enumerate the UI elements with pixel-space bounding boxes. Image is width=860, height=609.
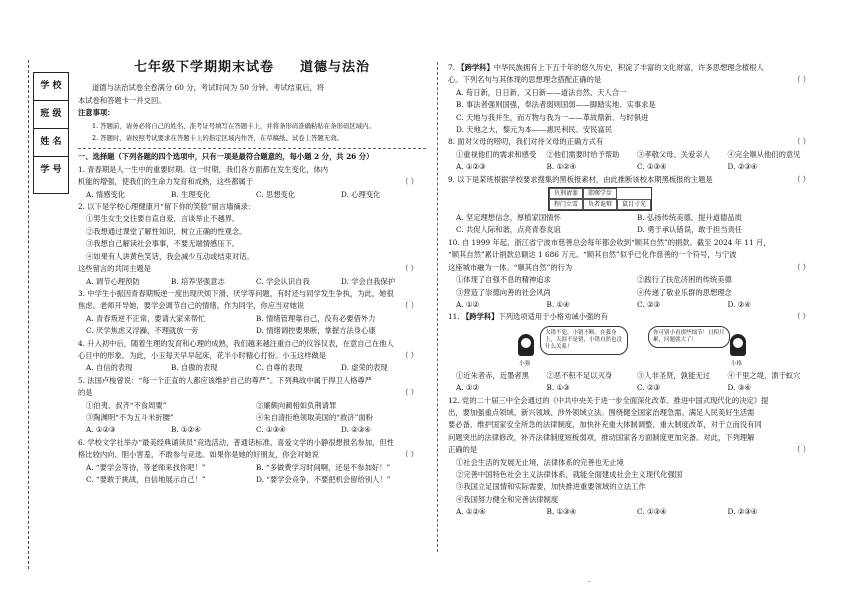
q3-options-row-1 <box>78 313 426 325</box>
q8-statement-3: ③孝敬父母、关爱亲人 <box>637 149 710 159</box>
q2-option-d[interactable]: D. 学会自我保护 <box>341 276 396 286</box>
q2-option-c[interactable]: C. 学会认识自我 <box>256 276 310 286</box>
q12-statement-2: ②完善中国特色社会主义法律体系，就能全面建成社会主义现代化强国 <box>456 469 683 479</box>
q2-answer-paren[interactable]: （ ） <box>401 264 418 274</box>
q2-statement-4: ④如果有人讲黄色笑话，我会减少互动或结束对话。 <box>86 251 254 261</box>
q4-answer-paren[interactable]: （ ） <box>401 350 418 360</box>
q9-options-row-2 <box>448 224 818 236</box>
q12-line-2: 出，要加强重点领域、新兴领域、涉外领域立法。围绕健全国家治理急需、满足人民美好生活需 <box>448 407 755 417</box>
q6-options-row-2 <box>78 474 426 486</box>
q12-option-c[interactable]: C. ①③④ <box>637 507 667 517</box>
q11-name-2: 小格 <box>731 360 743 367</box>
intro-line-2: 本试卷和答题卡一并交回。 <box>78 95 166 105</box>
q6-option-d[interactable]: D. “要学会竞争，不要把机会留给别人！” <box>256 475 391 484</box>
q5-statement-1: ①伯夷、叔齐“不食周粟” <box>86 400 167 410</box>
q10-line-3: 这座城市融为一体。“顺其自然”的行为 <box>448 262 573 272</box>
q5-statement-4: ④朱自清拒绝领取美国的“救济”面粉 <box>256 412 373 422</box>
q1-line-1: 1. 青春期是人一生中的重要时期。这一时期，我们各方面都在发生变化，体内 <box>78 164 329 174</box>
q8-statements <box>448 149 818 161</box>
q10-statements-row-2 <box>448 287 818 299</box>
q9-blackboard-table <box>548 187 652 211</box>
binding-line <box>28 60 29 569</box>
question-6 <box>78 437 426 487</box>
q12-option-b[interactable]: B. ①③④ <box>546 507 577 517</box>
right-column <box>448 62 818 519</box>
q12-line-3: 要必备、维护国家安全所急的法律制度，加快补充重大体制调整、重大制度改革，对于立而没有同 <box>448 420 762 430</box>
q10-statements-row-1 <box>448 274 818 286</box>
q4-option-b[interactable]: B. 自傲的表现 <box>171 363 218 373</box>
q3-option-c[interactable]: C. 厌学焦虑又浮躁，不理就放一旁 <box>86 326 199 336</box>
q6-option-a[interactable]: A. “要学会等待，等老师来找你吧！” <box>86 462 206 472</box>
q5-line-2: 的是 <box>78 388 93 398</box>
q1-line-2: 机能的增强，使我们的生命力发育和成熟，这些都属于 <box>78 177 254 187</box>
q6-answer-paren[interactable]: （ ） <box>401 450 418 460</box>
q8-statement-4: ④完全顺从他们的意见 <box>727 149 801 159</box>
q9-cell-2: 邯郸学步 <box>583 188 617 199</box>
q6-line-2: 格比较内向、胆小害羞，不敢参与竞选。如果你是她的好朋友，你会对她说 <box>78 450 319 460</box>
question-10 <box>448 237 818 311</box>
q8-statement-1: ①重视他们的需求和感受 <box>456 149 537 159</box>
q9-line-1: 9. 以下是某班根据学校要求搜集的黑板报素材，由此推断该校本期黑板报的主题是 <box>448 174 713 184</box>
q4-line-2: 心目中的形象。为此，小玉每天早早起床，花半小时精心打扮。小玉这样做是 <box>78 350 327 360</box>
q2-line-2: 这些留言的共同主题是 <box>78 264 151 274</box>
q12-options <box>448 506 818 518</box>
q9-cell-1: 负荆请罪 <box>549 188 583 199</box>
student-id-field[interactable] <box>33 179 69 194</box>
q11-cartoon <box>448 326 818 368</box>
intro-line-1: 道德与法治试卷全卷满分 60 分，考试时间为 50 分钟。考试结束后，将 <box>92 83 325 93</box>
q3-options-row-2 <box>78 325 426 337</box>
q2-line-1: 2. 以下是学校心理健康月“留下你的笑脸”留言墙摘录： <box>78 202 256 212</box>
question-12 <box>448 395 818 519</box>
q4-option-a[interactable]: A. 自信的表现 <box>86 363 133 373</box>
q7-option-b[interactable]: B. 事法者强则国强，奉法者弱则国弱——脚踏实地、实事求是 <box>456 100 656 110</box>
section-1-heading: 一、选择题（下列各题的四个选项中，只有一项是最符合题意的，每小题 2 分，共 26 分） <box>78 152 374 162</box>
q9-option-c[interactable]: C. 共促人际和谐，点亮青春友谊 <box>456 225 561 235</box>
q11-option-c[interactable]: C. ②③ <box>637 383 661 393</box>
q11-options <box>448 382 818 394</box>
q12-line-5: 正确的是 <box>448 445 478 455</box>
q6-options-row-1 <box>78 462 426 474</box>
q10-line-1: 10. 自 1999 年起，浙江省宁波市慈善总会每年都会收到“顺其自然”的捐款。截至 2024 年 11 月， <box>448 237 771 247</box>
q8-statement-2: ②他们需要时给予帮助 <box>546 149 620 159</box>
q11-option-a[interactable]: A. ①② <box>456 383 479 393</box>
q10-statement-3: ③营造了崇德向善的社会风尚 <box>456 287 551 297</box>
q11-name-1: 小强 <box>519 360 531 367</box>
q1-options <box>78 189 426 201</box>
q5-option-b[interactable]: B. ①②④ <box>171 425 201 435</box>
q5-answer-paren[interactable]: （ ） <box>401 388 418 398</box>
exam-title-text: 七年级下学期期末试卷 <box>133 60 274 75</box>
q2-option-b[interactable]: B. 培养坚强意志 <box>171 276 225 286</box>
q10-statement-4: ④传递了敬业乐群的思想理念 <box>637 287 732 297</box>
q11-bubble-1: 大错不犯，小错不断。在我身上，天涯不是错，小错自然也没什么关系！ <box>540 326 628 355</box>
q12-option-d[interactable]: D. ②③④ <box>727 507 758 517</box>
q8-options <box>448 161 818 173</box>
q9-answer-paren[interactable]: （ ） <box>793 174 810 184</box>
q9-cell-5: 鼠目寸光 <box>617 199 651 210</box>
q12-answer-paren[interactable]: （ ） <box>793 445 810 455</box>
q10-option-d[interactable]: D. ②④ <box>727 299 751 309</box>
student-id-label: 学 号 <box>33 156 69 180</box>
q5-statements-row-2 <box>78 412 426 424</box>
person-icon <box>730 334 746 356</box>
q3-line-1: 3. 中学生小振因青春期叛逆一度出现厌烦下滑、厌学等问题，有时还与同学发生争执，为此，她很 <box>78 288 394 298</box>
person-icon <box>518 334 534 356</box>
q11-bubble-2: 你可别小看那些细节！日积月累，问题就大了！ <box>648 326 730 348</box>
question-2 <box>78 201 426 288</box>
q10-option-b[interactable]: B. ①④ <box>546 299 570 309</box>
q5-options <box>78 424 426 436</box>
question-9 <box>448 174 818 237</box>
question-3 <box>78 288 426 338</box>
q2-statement-3: ③我想自己解读社会事事，不要无端情感压下。 <box>86 239 240 249</box>
q4-option-d[interactable]: D. 虚荣的表现 <box>341 363 388 373</box>
q5-option-c[interactable]: C. ①③④ <box>256 425 286 435</box>
q9-cell-3: 程门立雪 <box>549 199 583 210</box>
q10-statement-2: ②践行了扶危济困的传统美德 <box>637 275 732 285</box>
q12-option-a[interactable]: A. ①②④ <box>456 507 486 517</box>
q11-statement-1: ①近朱者赤，近墨者黑 <box>456 370 529 380</box>
q7-option-a[interactable]: A. 苟日新，日日新，又日新——道法自然、天人合一 <box>456 87 627 97</box>
q8-option-b[interactable]: B. ①②④ <box>546 162 577 172</box>
q8-option-c[interactable]: C. ①③④ <box>637 162 667 172</box>
q4-options <box>78 362 426 374</box>
q12-line-4: 问题突出的法律修改，补齐法律制度短板弱项，推动国家各方面制度更加完备。对此，下列理解 <box>448 432 755 442</box>
q4-option-c[interactable]: C. 自尊的表现 <box>256 363 303 373</box>
note-1: 1. 答题前，请务必将自己的姓名、准考证号填写在答题卡上，并将条形码准确粘贴在条形码区域内。 <box>92 121 375 130</box>
q11-tag: 【跨学科】 <box>461 312 499 322</box>
question-4 <box>78 338 426 375</box>
q9-option-b[interactable]: B. 弘扬传统美德，提升道德品质 <box>637 213 742 223</box>
q3-option-a[interactable]: A. 青春叛逆不正常，要请大家来帮忙 <box>86 313 206 323</box>
q6-line-1: 6. 学校文学社举办“最美经典诵读员”竞选活动，普通话标准、喜爱文学的小静很想报名参加，但性 <box>78 437 394 447</box>
q8-answer-paren[interactable]: （ ） <box>793 137 810 147</box>
q10-answer-paren[interactable]: （ ） <box>793 262 810 272</box>
q3-line-2: 焦虑。老师开导她，要学会调节自己的情绪。作为同学，你应当对她说 <box>78 301 305 311</box>
q11-answer-paren[interactable]: （ ） <box>793 312 810 322</box>
q11-statement-4: ④千里之堤，溃于蚁穴 <box>727 370 801 380</box>
q7-answer-paren[interactable]: （ ） <box>793 75 810 85</box>
q2-options <box>78 276 426 288</box>
exam-title <box>78 62 426 74</box>
note-2: 2. 答题时，请按照考试要求在答题卡上的指定区域内作答，在草稿纸、试卷上答题无效。 <box>92 134 343 143</box>
q5-statement-2: ②廉颇向蔺相如负荆请罪 <box>256 400 337 410</box>
q11-statement-2: ②恶不积不足以灭身 <box>546 370 613 380</box>
q8-option-d[interactable]: D. ②③④ <box>727 162 758 172</box>
q2-statement-1: ①男生女生交往要自直自爱，言谈举止不越界。 <box>86 214 240 224</box>
q11-line-1: 下列选项适用于小格劝诫小强的有 <box>498 312 608 322</box>
q4-line-1: 4. 升入初中后，随着生理的发育和心理的成熟，我们越来越注重自己的仪容仪表，在意自己在他人 <box>78 338 394 348</box>
notes-label: 注意事项： <box>78 108 115 118</box>
q7-line-2: 心。下列名句与其体现的思想理念搭配正确的是 <box>448 75 602 85</box>
q10-option-a[interactable]: A. ①② <box>456 299 479 309</box>
exam-subject: 道德与法治 <box>300 60 371 75</box>
q2-statement-2: ②我想通过课堂了解性知识，树立正确的性观念。 <box>86 226 247 236</box>
q11-option-b[interactable]: B. ①③ <box>546 383 570 393</box>
q8-line-1: 8. 面对父母的唠叨，我们对待父母的正确方式有 <box>448 137 604 147</box>
q1-answer-paren[interactable]: （ ） <box>401 177 418 187</box>
q10-statement-1: ①体现了自强不息的精神追求 <box>456 275 551 285</box>
q10-option-c[interactable]: C. ②③ <box>637 299 661 309</box>
question-8 <box>448 136 818 173</box>
q6-option-c[interactable]: C. “要敢于挑战，自信地展示自己！” <box>86 475 206 484</box>
q9-options-row-1 <box>448 212 818 224</box>
q1-option-d[interactable]: D. 心理变化 <box>341 189 381 199</box>
q6-option-b[interactable]: B. “多做费学习时间啊，还是不参加好！” <box>256 462 391 472</box>
q3-option-b[interactable]: B. 情绪管理靠自己，没有必要借外力 <box>256 313 376 323</box>
q5-statements-row-1 <box>78 400 426 412</box>
q9-cell-4: 负者诡辩 <box>583 199 617 210</box>
q12-statement-1: ①社会生活的发展无止境，法律体系的完善也无止境 <box>456 457 624 467</box>
q9-option-a[interactable]: A. 坚定理想信念，厚植家国情怀 <box>456 213 561 223</box>
q12-line-1: 12. 党的二十届三中全会通过的《中共中央关于进一步全面深化改革、推进中国式现代化的决定》提 <box>448 395 769 405</box>
question-7: 7. 【跨学科】中华民族拥有上下五千年的悠久历史，积淀了丰富的文化财富，许多思想理念植根人 心。下列名句与其体现的思想理念搭配正确的是 （ ） A. 苟日新，日日新，又日新——道法自然、天人合一 B. 事法者强则国强，奉法者弱则国弱——脚踏实地、实事求是 C. 天地与我并生，而万物与我为一——革故鼎新、与时俱进 D. 天地之大，黎元为本——惠民利民、安民富民 <box>448 62 818 136</box>
column-divider <box>437 62 438 552</box>
q7-option-d[interactable]: D. 天地之大，黎元为本——惠民利民、安民富民 <box>456 125 613 135</box>
q5-option-d[interactable]: D. ②③④ <box>341 425 371 435</box>
q7-option-c[interactable]: C. 天地与我并生，而万物与我为一——革故鼎新、与时俱进 <box>456 112 649 122</box>
q9-option-d[interactable]: D. 勇于承认错误，敢于担当责任 <box>637 225 743 235</box>
q5-line-1: 5. 法国卢梭曾说：“每一个正直的人都应该维护自己的尊严”。下列典故中属于捍卫人格尊严 <box>78 375 373 385</box>
school-label: 学 校 <box>33 72 69 96</box>
question-5 <box>78 375 426 437</box>
q12-statement-3: ③我国立足国情和实际需要，加快推进重要领域的立法工作 <box>456 482 646 492</box>
intro-separator <box>78 148 426 149</box>
q1-option-b[interactable]: B. 生理变化 <box>171 189 211 199</box>
question-1 <box>78 164 426 201</box>
q11-option-d[interactable]: D. ③④ <box>727 383 751 393</box>
q1-option-a[interactable]: A. 情感变化 <box>86 189 126 199</box>
q1-option-c[interactable]: C. 思想变化 <box>256 189 296 199</box>
footer-mark: · <box>588 578 591 586</box>
left-column <box>78 62 426 486</box>
q7-line-1: 中华民族拥有上下五千年的悠久历史，积淀了丰富的文化财富，许多思想理念植根人 <box>493 63 764 72</box>
q11-statements <box>448 370 818 382</box>
q7-tag: 【跨学科】 <box>457 63 494 72</box>
name-label: 姓 名 <box>33 128 69 152</box>
class-label: 班 级 <box>33 100 69 124</box>
q5-statement-3: ③陶渊明“不为五斗米折腰” <box>86 412 174 422</box>
q12-statement-4: ④我国努力健全和完善法律制度 <box>456 494 559 504</box>
q3-option-d[interactable]: D. 情绪调控要果断，掌握方法身心康 <box>256 326 376 336</box>
question-11: 11. 【跨学科】下列选项适用于小格劝诫小强的有 （ ） 小强 大错不犯，小错不断。在我身上，天涯不是错，小错自然也没什么关系！ 你可别小看那些细节！日积月累，问题就大了！ 小格 ①近朱者赤，近墨者黑 ②恶不积不足以灭身 ③人非圣贤，孰能无过 ④千里之堤，溃于蚁穴 A. ①② B. ①③ C. ②③ D. ③④ <box>448 311 818 394</box>
q5-option-a[interactable]: A. ①②③ <box>86 425 116 435</box>
q3-answer-paren[interactable]: （ ） <box>401 301 418 311</box>
q10-line-2: “顺其自然”累计捐款总额达 1 686 万元。“顺其自然”似乎已化作慈善的一个符号，与宁波 <box>448 250 737 260</box>
q2-option-a[interactable]: A. 调节心理预防 <box>86 276 140 286</box>
q11-statement-3: ③人非圣贤，孰能无过 <box>637 370 710 380</box>
q8-option-a[interactable]: A. ①②③ <box>456 162 486 172</box>
q10-options <box>448 299 818 311</box>
